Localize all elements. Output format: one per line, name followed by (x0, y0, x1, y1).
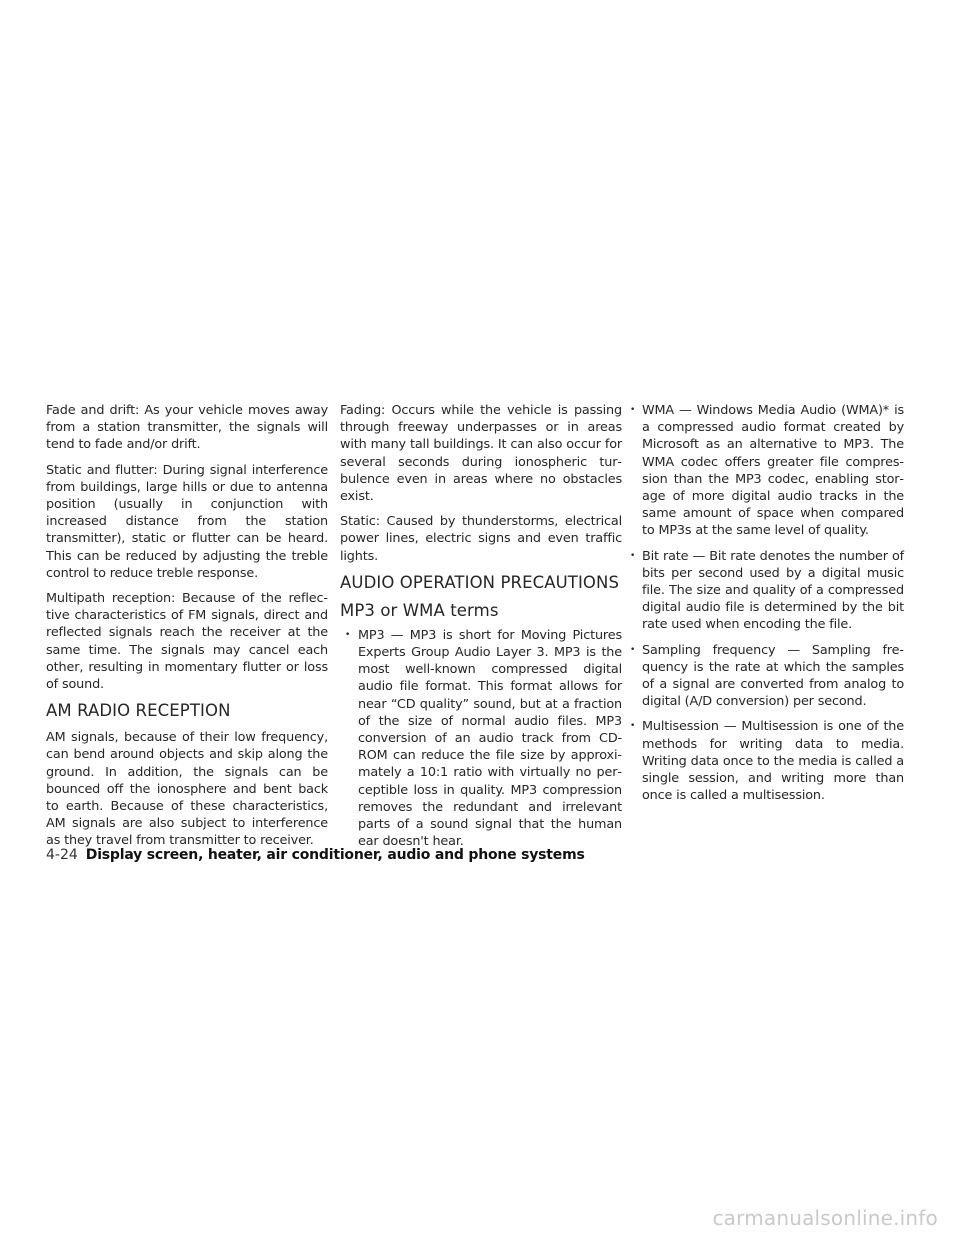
list-item-multisession: • Multisession — Multisession is one of the methods for writing data to media. Writing data once to the media is called a single session, and writing more than once is called a multisession. (622, 718, 904, 804)
list-item-bit-rate: • Bit rate — Bit rate denotes the number of bits per second used by a digital music file. The size and quality of a compressed digital audio file is determined by the bit rate used when encoding the file. (622, 548, 904, 634)
multipath-paragraph: Multipath reception: Because of the reflective characteristics of FM signals, direct and reflected signals reach the receiver at the same time. The signals may cancel each other, resulting in momentary flutter or loss of sound. (46, 591, 328, 693)
text-column-middle (340, 402, 622, 858)
page-number: 4-24 (46, 847, 78, 863)
audio-precautions-heading: AUDIO OPERATION PRECAUTIONS (340, 572, 620, 592)
section-title: Display screen, heater, air conditioner, audio and phone systems (85, 847, 585, 863)
list-item-wma: • WMA — Windows Media Audio (WMA)* is a compressed audio format created by Microsoft as an alternative to MP3. The WMA codec offers greater file compression than the MP3 codec, enabling storage of more digital audio tracks in the same amount of space when compared to MP3s at the same level of quality. (622, 402, 904, 540)
am-radio-heading: AM RADIO RECEPTION (46, 701, 231, 721)
am-signals-paragraph: AM signals, because of their low frequency, can bend around objects and skip along the ground. In addition, the signals can be bounced off the ionosphere and bent back to earth. Because of these characteristics, AM signals are also subject to interference as they travel from transmitter to receiver. (46, 730, 328, 849)
list-item-sampling-frequency: • Sampling frequency — Sampling frequency is the rate at which the samples of a signal are converted from analog to digital (A/D conversion) per second. (622, 642, 904, 711)
fade-drift-paragraph: Fade and drift: As your vehicle moves away from a station transmitter, the signals will tend to fade and/or drift. (46, 403, 328, 453)
text-column-left (46, 402, 328, 858)
watermark: carmanualsonline.info (712, 1206, 938, 1230)
static-flutter-paragraph: Static and flutter: During signal interference from buildings, large hills or due to antenna position (usually in conjunction with increased distance from the station transmitter), static or flutter can be heard. This can be reduced by adjusting the treble control to reduce treble response. (46, 462, 328, 581)
text-column-right (622, 402, 904, 812)
terms-list-continued (622, 402, 904, 804)
static-paragraph: Static: Caused by thunderstorms, electrical power lines, electric signs and even traffic lights. (340, 514, 622, 564)
terms-list (340, 627, 622, 851)
fading-paragraph: Fading: Occurs while the vehicle is passing through freeway underpasses or in areas with many tall buildings. It can also occur for several seconds during ionospheric turbulence even in areas where no obstacles exist. (340, 403, 622, 505)
page-footer (46, 846, 585, 864)
list-item-mp3: • MP3 — MP3 is short for Moving Pictures Experts Group Audio Layer 3. MP3 is the most well-known compressed digital audio file format. This format allows for near “CD quality” sound, but at a fraction of the size of normal audio files. MP3 conversion of an audio track from CD-ROM can reduce the file size by approximately a 10:1 ratio with virtually no perceptible loss in quality. MP3 compression removes the redundant and irrelevant parts of a sound signal that the human ear doesn't hear. (340, 627, 622, 851)
mp3-wma-terms-heading: MP3 or WMA terms (340, 600, 499, 620)
